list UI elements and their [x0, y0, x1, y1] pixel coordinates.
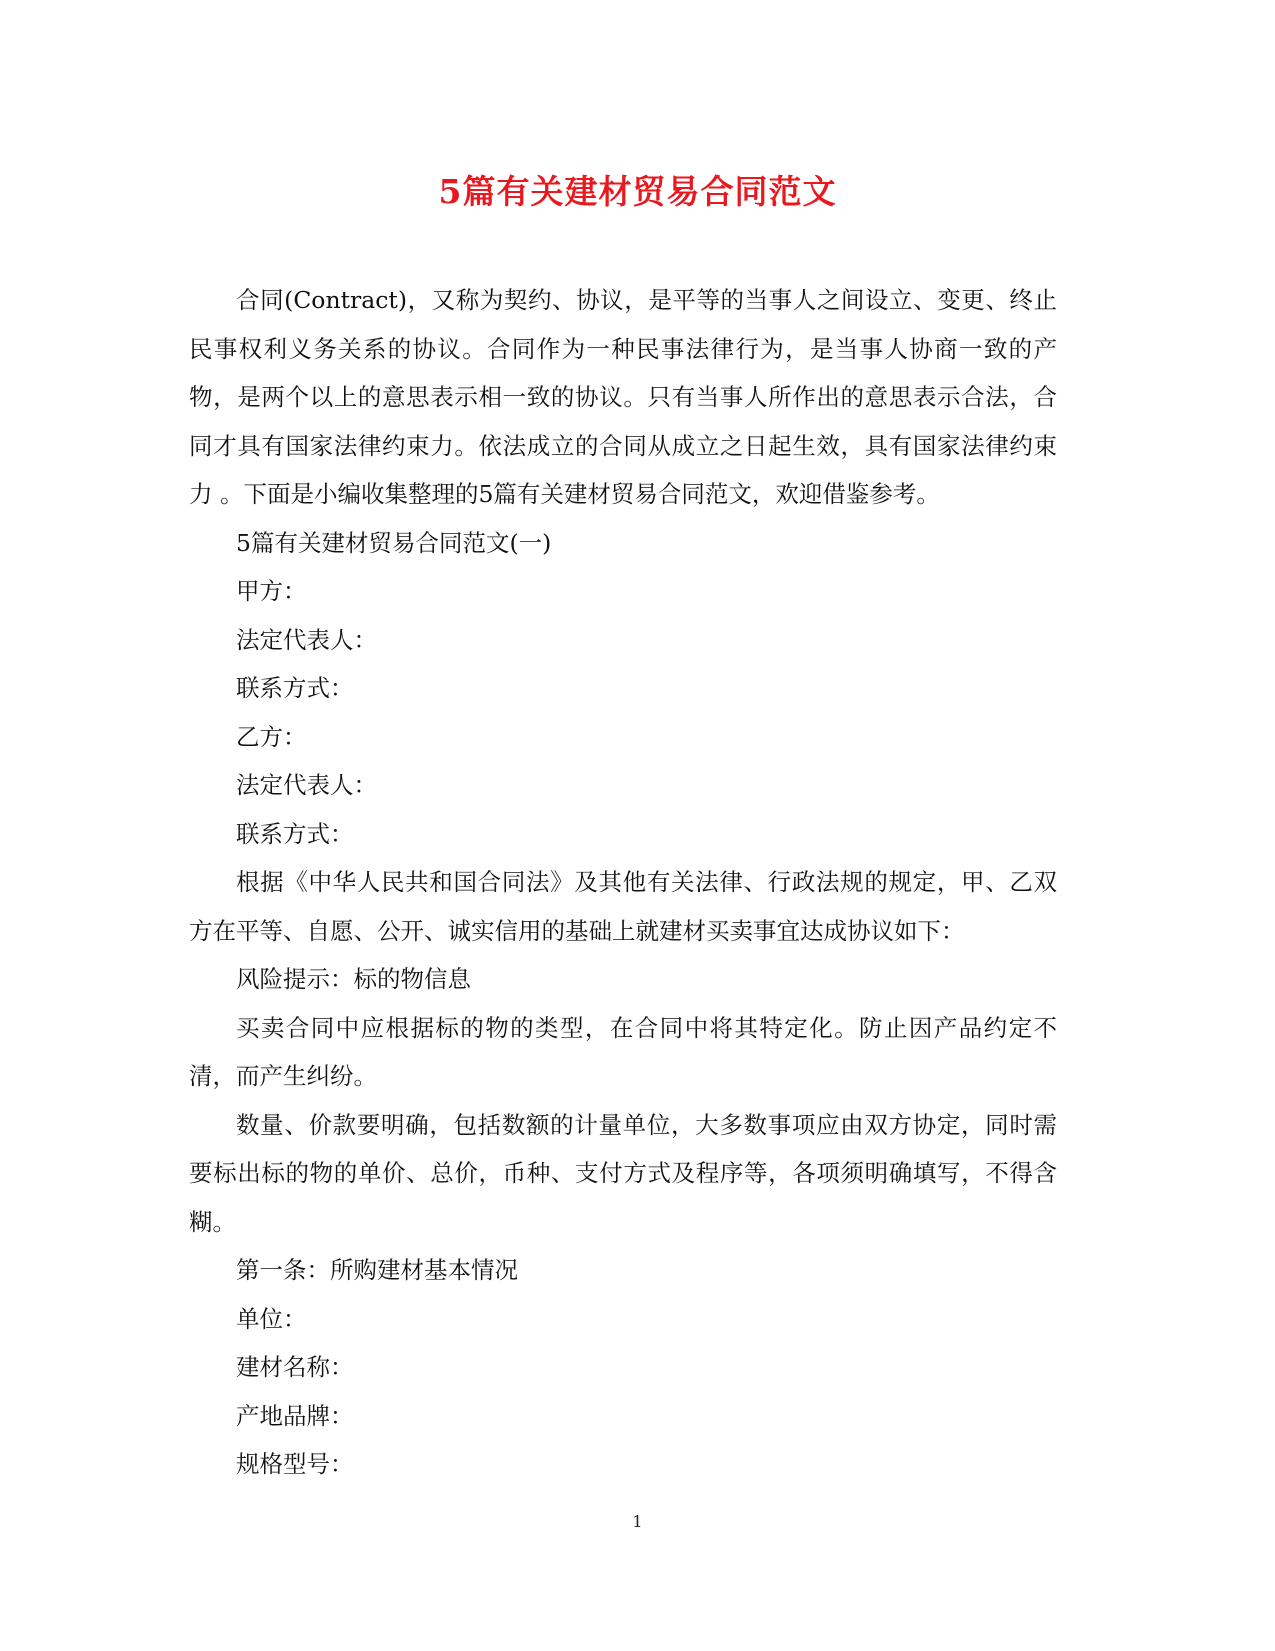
- party-a-line: 甲方：: [236, 577, 307, 605]
- brand-origin-line: 产地品牌：: [236, 1401, 354, 1430]
- intro-paragraph: 合同(Contract)，又称为契约、协议，是平等的当事人之间设立、变更、终止民事权利义务关系的协议。合同作为一种民事法律行为，是当事人协商一致的产物，是两个以上的意思表示相一致的协议。只有当事人所作出的意思表示合法，合同才具有国家法律约束力。依法成立的合同从成立之日起生效，具有国家法律约束力 。下面是小编收集整理的5篇有关建材贸易合同范文，欢迎借鉴参考。: [189, 286, 1057, 508]
- material-name-line: 建材名称：: [236, 1353, 354, 1381]
- risk-tip-paragraph-1: 买卖合同中应根据标的物的类型，在合同中将其特定化。防止因产品约定不清，而产生纠纷。: [189, 1013, 1057, 1090]
- risk-tip-paragraph-2: 数量、价款要明确，包括数额的计量单位，大多数事项应由双方协定，同时需要标出标的物的单价、总价，币种、支付方式及程序等，各项须明确填写，不得含糊。: [189, 1110, 1057, 1236]
- document-body: [189, 276, 1057, 1489]
- party-a-contact-line: 联系方式：: [236, 674, 354, 702]
- agreement-basis-paragraph: 根据《中华人民共和国合同法》及其他有关法律、行政法规的规定，甲、乙双方在平等、自愿、公开、诚实信用的基础上就建材买卖事宜达成协议如下：: [189, 868, 1057, 945]
- specification-line: 规格型号：: [236, 1450, 354, 1478]
- section-heading: 5篇有关建材贸易合同范文(一): [236, 528, 552, 557]
- party-b-representative-line: 法定代表人：: [236, 771, 377, 799]
- party-a-representative-line: 法定代表人：: [236, 625, 377, 654]
- risk-tip-heading: 风险提示：标的物信息: [236, 965, 471, 993]
- document-title: 5篇有关建材贸易合同范文: [438, 172, 837, 211]
- unit-line: 单位：: [236, 1304, 307, 1333]
- page-number: 1: [632, 1512, 643, 1531]
- article-one-heading: 第一条：所购建材基本情况: [236, 1256, 518, 1284]
- party-b-contact-line: 联系方式：: [236, 819, 354, 848]
- party-b-line: 乙方：: [236, 722, 307, 751]
